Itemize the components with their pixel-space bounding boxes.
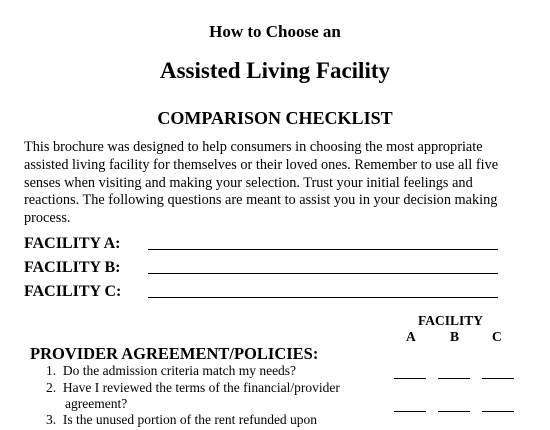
title-line-1: How to Choose an — [209, 22, 341, 41]
q2-answer-a[interactable] — [394, 411, 426, 412]
page-title: Assisted Living Facility — [159, 58, 390, 83]
question-3-number: 3. — [46, 412, 57, 427]
facility-c-name-line[interactable] — [148, 297, 498, 298]
question-1-number: 1. — [46, 363, 57, 378]
facility-a-label: FACILITY A: — [24, 235, 121, 252]
question-2-number: 2. — [46, 380, 57, 395]
question-1 — [46, 363, 296, 379]
question-2-text: Have I reviewed the terms of the financial/provider — [62, 380, 340, 395]
q1-answer-a[interactable] — [394, 378, 426, 379]
column-b-header: B — [450, 329, 460, 344]
question-1-text: Do the admission criteria match my needs? — [62, 363, 297, 378]
intro-paragraph: This brochure was designed to help consumers in choosing the most appropriate assisted living facility for themselves or their loved ones. Remember to use all five senses when visiting and making your selection. Trust your initial feelings and reactions. The following questions are meant to assist you in your decision making process. — [24, 139, 499, 227]
question-2-continuation: agreement? — [65, 396, 128, 411]
q2-answer-b[interactable] — [438, 411, 470, 412]
question-3-text: Is the unused portion of the rent refunded upon — [62, 412, 318, 427]
checklist-heading: COMPARISON CHECKLIST — [157, 108, 393, 128]
facility-a-name-line[interactable] — [148, 249, 498, 250]
facility-b-label: FACILITY B: — [24, 259, 121, 276]
section-heading: PROVIDER AGREEMENT/POLICIES: — [30, 344, 319, 363]
question-3 — [46, 412, 317, 428]
column-c-header: C — [492, 329, 502, 344]
column-a-header: A — [406, 329, 416, 344]
q1-answer-b[interactable] — [438, 378, 470, 379]
question-2 — [46, 380, 340, 396]
facility-column-title: FACILITY — [418, 313, 484, 328]
facility-c-label: FACILITY C: — [24, 283, 122, 300]
q1-answer-c[interactable] — [482, 378, 514, 379]
facility-b-name-line[interactable] — [148, 273, 498, 274]
q2-answer-c[interactable] — [482, 411, 514, 412]
